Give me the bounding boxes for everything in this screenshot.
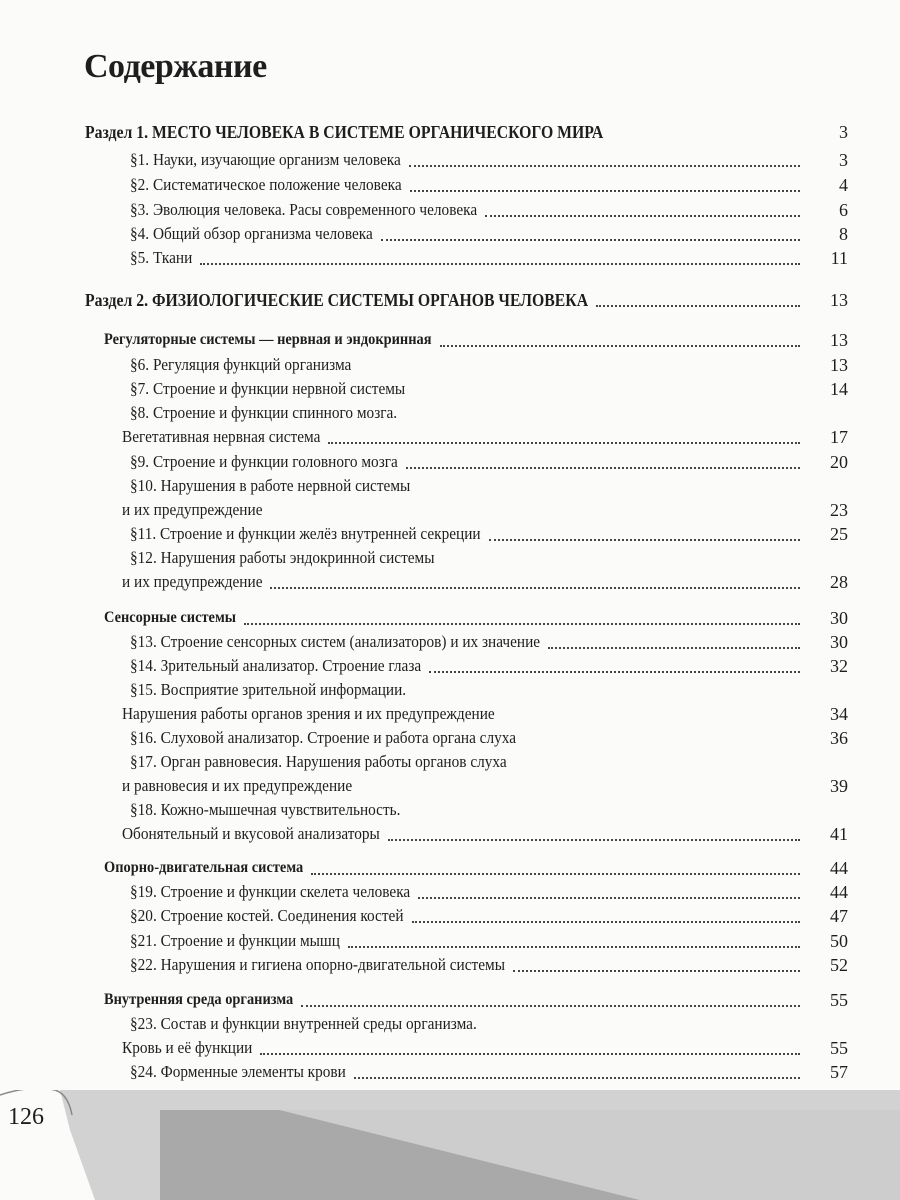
page-ref: 36 xyxy=(830,727,848,748)
toc-line xyxy=(0,377,900,401)
toc-line xyxy=(0,450,900,474)
subsection-title: Сенсорные системы xyxy=(104,609,236,626)
page-ref: 3 xyxy=(839,121,848,142)
toc-line xyxy=(0,1060,900,1084)
dot-leader xyxy=(596,285,800,307)
section-title: Раздел 2. ФИЗИОЛОГИЧЕСКИЕ СИСТЕМЫ ОРГАНОВ ЧЕЛОВЕКА xyxy=(85,289,589,310)
entry-title: §5. Ткани xyxy=(130,248,193,267)
toc-line xyxy=(0,654,900,678)
dot-leader xyxy=(410,170,800,192)
entry-title: §23. Состав и функции внутренней среды организма. xyxy=(130,1014,477,1033)
subsection-title: Внутренняя среда организма xyxy=(104,991,294,1008)
toc-line xyxy=(0,678,900,702)
page-ref: 44 xyxy=(830,857,848,878)
entry-title: и их предупреждение xyxy=(122,500,263,519)
entry-title: и их предупреждение xyxy=(122,572,263,591)
dot-leader xyxy=(406,447,800,469)
entry-title: Нарушения работы органов зрения и их предупреждение xyxy=(122,704,495,723)
page-ref: 41 xyxy=(830,823,848,844)
dot-leader xyxy=(409,145,800,167)
entry-title: §3. Эволюция человека. Расы современного человека xyxy=(130,200,478,219)
toc-line xyxy=(0,822,900,846)
toc-line xyxy=(0,173,900,197)
toc-line xyxy=(0,726,900,750)
entry-title: §22. Нарушения и гигиена опорно-двигательной системы xyxy=(130,955,505,974)
page-ref: 28 xyxy=(830,571,848,592)
entry-title: §21. Строение и функции мышц xyxy=(130,931,340,950)
page-ref: 57 xyxy=(830,1061,848,1082)
entry-title: Обонятельный и вкусовой анализаторы xyxy=(122,824,380,843)
entry-title: §19. Строение и функции скелета человека xyxy=(130,882,411,901)
toc-line xyxy=(0,246,900,270)
page-ref: 32 xyxy=(830,655,848,676)
page-ref: 14 xyxy=(830,378,848,399)
entry-title: §18. Кожно-мышечная чувствительность. xyxy=(130,800,401,819)
dot-leader xyxy=(381,219,800,241)
toc-line xyxy=(0,425,900,449)
entry-title: §1. Науки, изучающие организм человека xyxy=(130,150,401,169)
dot-leader xyxy=(429,651,800,673)
subsection-title: Опорно-двигательная система xyxy=(104,859,304,876)
toc-line xyxy=(0,328,900,352)
entry-title: Кровь и её функции xyxy=(122,1038,253,1057)
entry-title: §10. Нарушения в работе нервной системы xyxy=(130,476,411,495)
entry-title: §11. Строение и функции желёз внутренней секреции xyxy=(130,524,481,543)
page-ref: 30 xyxy=(830,631,848,652)
entry-title: §2. Систематическое положение человека xyxy=(130,175,402,194)
page-ref: 50 xyxy=(830,930,848,951)
page-ref: 13 xyxy=(830,289,848,310)
page-number: 126 xyxy=(8,1104,44,1130)
toc-line xyxy=(0,904,900,928)
page-title: Содержание xyxy=(84,48,267,85)
page-ref: 23 xyxy=(830,499,848,520)
dot-leader xyxy=(412,901,800,923)
footer-decoration xyxy=(0,1090,900,1200)
dot-leader xyxy=(485,195,800,217)
toc-line xyxy=(0,148,900,172)
page-ref: 17 xyxy=(830,426,848,447)
entry-title: §9. Строение и функции головного мозга xyxy=(130,452,398,471)
dot-leader xyxy=(311,853,800,875)
page-ref: 30 xyxy=(830,607,848,628)
page-ref: 6 xyxy=(839,199,848,220)
entry-title: §20. Строение костей. Соединения костей xyxy=(130,906,404,925)
page-ref: 8 xyxy=(839,223,848,244)
entry-title: §24. Форменные элементы крови xyxy=(130,1062,346,1081)
toc-line xyxy=(0,288,900,312)
page-ref: 3 xyxy=(839,149,848,170)
page-ref: 13 xyxy=(830,329,848,350)
page-ref: 25 xyxy=(830,523,848,544)
page-ref: 47 xyxy=(830,905,848,926)
subsection-title: Регуляторные системы — нервная и эндокринная xyxy=(104,331,432,348)
entry-title: §8. Строение и функции спинного мозга. xyxy=(130,403,398,422)
entry-title: §12. Нарушения работы эндокринной системы xyxy=(130,548,435,567)
page-ref: 20 xyxy=(830,451,848,472)
toc-line xyxy=(0,120,900,144)
dot-leader xyxy=(270,567,800,589)
section-title: Раздел 1. МЕСТО ЧЕЛОВЕКА В СИСТЕМЕ ОРГАНИЧЕСКОГО МИРА xyxy=(85,121,604,142)
dot-leader xyxy=(418,877,800,899)
page-ref: 44 xyxy=(830,881,848,902)
toc-line xyxy=(0,953,900,977)
dot-leader xyxy=(513,950,800,972)
page-ref: 52 xyxy=(830,954,848,975)
entry-title: §7. Строение и функции нервной системы xyxy=(130,379,406,398)
dot-leader xyxy=(388,819,800,841)
page-ref: 4 xyxy=(839,174,848,195)
entry-title: §6. Регуляция функций организма xyxy=(130,355,352,374)
toc-line xyxy=(0,702,900,726)
toc-line xyxy=(0,353,900,377)
entry-title: §4. Общий обзор организма человека xyxy=(130,224,373,243)
entry-title: §13. Строение сенсорных систем (анализаторов) и их значение xyxy=(130,632,541,651)
entry-title: Вегетативная нервная система xyxy=(122,427,321,446)
entry-title: и равновесия и их предупреждение xyxy=(122,776,353,795)
toc-line xyxy=(0,774,900,798)
dot-leader xyxy=(489,519,800,541)
dot-leader xyxy=(348,926,800,948)
page-ref: 11 xyxy=(830,247,848,268)
page-ref: 39 xyxy=(830,775,848,796)
toc-line xyxy=(0,474,900,498)
entry-title: §15. Восприятие зрительной информации. xyxy=(130,680,407,699)
page-ref: 13 xyxy=(830,354,848,375)
dot-leader xyxy=(354,1057,800,1079)
dot-leader xyxy=(244,603,800,625)
entry-title: §16. Слуховой анализатор. Строение и работа органа слуха xyxy=(130,728,517,747)
toc-line xyxy=(0,522,900,546)
toc-line xyxy=(0,750,900,774)
page-ref: 55 xyxy=(830,989,848,1010)
dot-leader xyxy=(301,985,800,1007)
entry-title: §14. Зрительный анализатор. Строение глаза xyxy=(130,656,422,675)
dot-leader xyxy=(260,1033,800,1055)
page-ref: 55 xyxy=(830,1037,848,1058)
dot-leader xyxy=(200,243,800,265)
dot-leader xyxy=(440,325,800,347)
toc-line xyxy=(0,988,900,1012)
dot-leader xyxy=(328,422,800,444)
dot-leader xyxy=(548,627,800,649)
toc-line xyxy=(0,570,900,594)
page-ref: 34 xyxy=(830,703,848,724)
entry-title: §17. Орган равновесия. Нарушения работы органов слуха xyxy=(130,752,507,771)
